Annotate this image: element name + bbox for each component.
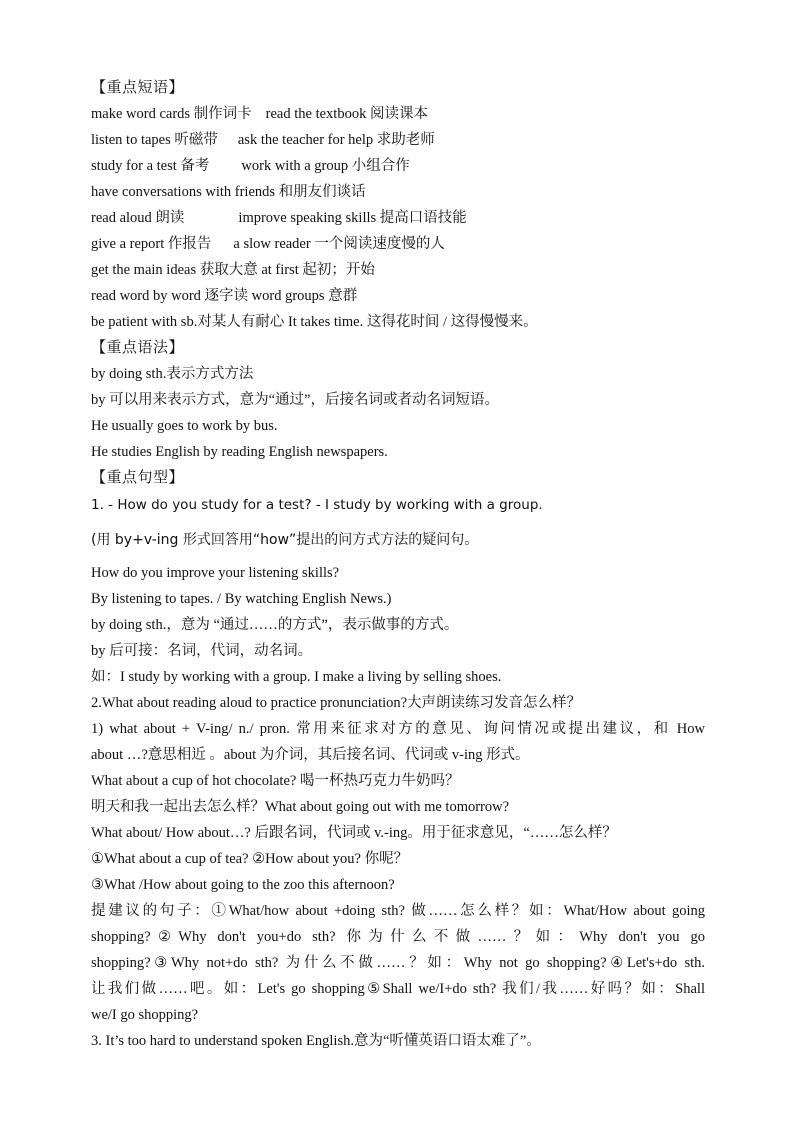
sentence-line: What about a cup of hot chocolate? 喝一杯热巧克力牛奶吗？	[91, 773, 460, 789]
sentence-line: What about/ How about…? 后跟名词，代词或 v.-ing。用于征求意见，“……怎么样？	[91, 825, 617, 841]
phrases-heading: 【重点短语】	[91, 80, 185, 96]
phrase-item: work with a group 小组合作	[241, 158, 410, 174]
grammar-line: by doing sth.表示方式方法	[91, 366, 254, 382]
phrase-item: have conversations with friends 和朋友们谈话	[91, 184, 366, 200]
phrase-item: read the textbook 阅读课本	[265, 106, 428, 122]
grammar-example: He usually goes to work by bus.	[91, 418, 278, 434]
sentence-line: 1. - How do you study for a test? - I study by working with a group.	[91, 497, 543, 513]
sentence-line: 1) what about + V-ing/ n./ pron. 常用来征求对方的意见、询问情况或提出建议，和 How	[91, 721, 705, 737]
sentence-line: 3. It’s too hard to understand spoken English.意为“听懂英语口语太难了”。	[91, 1033, 541, 1049]
grammar-line: by 可以用来表示方式，意为“通过”，后接名词或者动名词短语。	[91, 392, 499, 408]
phrase-item: improve speaking skills 提高口语技能	[238, 210, 467, 226]
sentence-line: 让我们做……吧。如：Let's go shopping⑤Shall we/I+do sth? 我们/我……好吗？如：Shall	[91, 981, 705, 997]
sentence-line: about …?意思相近 。about 为介词，其后接名词、代词或 v-ing 形式。	[91, 747, 530, 763]
sentence-line: 2.What about reading aloud to practice pronunciation?大声朗读练习发音怎么样？	[91, 695, 582, 711]
sentence-line: by 后可接：名词，代词，动名词。	[91, 643, 313, 659]
phrase-item: read aloud 朗读	[91, 210, 185, 226]
phrase-row	[91, 182, 705, 202]
sentence-line: by doing sth.，意为 “通过……的方式”，表示做事的方式。	[91, 617, 459, 633]
sentence-line: How do you improve your listening skills?	[91, 565, 340, 581]
phrase-item: listen to tapes 听磁带	[91, 132, 218, 148]
sentence-line: By listening to tapes. / By watching English News.)	[91, 591, 392, 607]
phrase-row	[91, 234, 705, 254]
phrase-row	[91, 286, 705, 306]
sentence-line: 明天和我一起出去怎么样？What about going out with me tomorrow?	[91, 799, 510, 815]
sentence-line: 提建议的句子：①What/how about +doing sth? 做……怎么样？如：What/How about going	[91, 903, 705, 919]
phrase-item: make word cards 制作词卡	[91, 106, 252, 122]
sentence-line: we/I go shopping?	[91, 1007, 199, 1023]
grammar-heading: 【重点语法】	[91, 340, 185, 356]
phrase-row	[91, 312, 705, 332]
grammar-example: He studies English by reading English newspapers.	[91, 444, 388, 460]
sentence-line: shopping?②Why don't you+do sth? 你为什么不做……？如：Why don't you go	[91, 929, 705, 945]
sentence-line: ③What /How about going to the zoo this afternoon?	[91, 877, 395, 893]
phrase-item: be patient with sb.对某人有耐心 It takes time. 这得花时间 / 这得慢慢来。	[91, 314, 538, 330]
sentence-line: 如：I study by working with a group. I make a living by selling shoes.	[91, 669, 502, 685]
phrase-item: give a report 作报告	[91, 236, 212, 252]
phrase-row	[91, 208, 705, 228]
sentence-line: ①What about a cup of tea? ②How about you? 你呢？	[91, 851, 409, 867]
phrase-item: read word by word 逐字读 word groups 意群	[91, 288, 358, 304]
sentence-line: (用 by+v-ing 形式回答用“how”提出的问方式方法的疑问句。	[91, 532, 479, 548]
sentence-line: shopping?③Why not+do sth? 为什么不做……？如：Why not go shopping?④Let's+do sth.	[91, 955, 705, 971]
phrase-item: a slow reader 一个阅读速度慢的人	[233, 236, 445, 252]
phrase-row	[91, 104, 705, 124]
phrase-row	[91, 156, 705, 176]
sentences-heading: 【重点句型】	[91, 470, 185, 486]
phrase-item: ask the teacher for help 求助老师	[237, 132, 435, 148]
phrase-row	[91, 130, 705, 150]
phrase-item: study for a test 备考	[91, 158, 210, 174]
phrase-row	[91, 260, 705, 280]
phrase-item: get the main ideas 获取大意 at first 起初；开始	[91, 262, 375, 278]
